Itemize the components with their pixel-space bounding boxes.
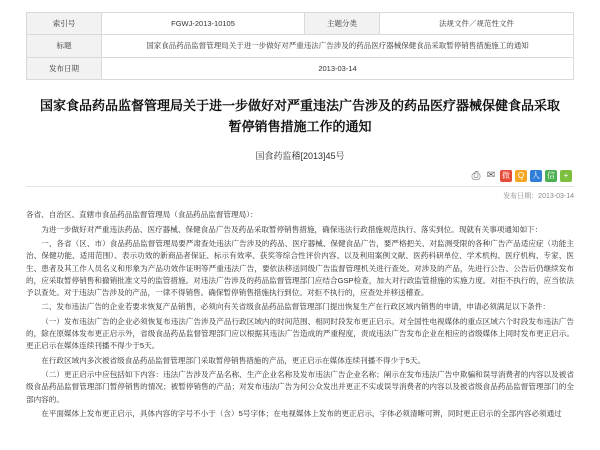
print-icon[interactable]: ⎙ <box>471 169 481 182</box>
share-more-icon[interactable]: + <box>560 170 572 182</box>
table-row <box>27 35 574 57</box>
mail-icon[interactable]: ✉ <box>486 170 496 182</box>
body-paragraph: 在平面媒体上发布更正启示，具体内容的字号不小于（含）5号字体；在电视媒体上发布的更正启示，字体必须清晰可辨，同时更正启示的全部内容必须通过 <box>41 408 562 418</box>
body-paragraph: （一）发布违法广告的企业必须恢复布违法广告涉及产品行政区域内的时间范围、相同时段发布更正启示。对全国性电视媒体的重点区域六个时段发布违法广告的，除在原媒体发布更正启示外，省级食品药品监督管理部门应以根据其违法广告造成的严重程度，责成违法广告发布企业在相应的省级媒体上同时发布更正启示。更正启示在媒体连续刊播不得少于5天。 <box>26 316 574 351</box>
title-block <box>26 96 574 163</box>
share-qzone-icon[interactable]: Q <box>515 170 527 182</box>
meta-value-category: 法规文件／规范性文件 <box>380 13 574 35</box>
table-row <box>27 57 574 79</box>
share-renren-icon[interactable]: 人 <box>532 171 540 181</box>
table-row <box>27 13 574 35</box>
body-paragraph: 二、发布违法广告的企业若要求恢复产品销售，必须向有关省级食品药品监督管理部门提出恢复生产在行政区域内销售的申请，申请必须满足以下条件： <box>41 302 550 312</box>
meta-value-index: FGWJ-2013-10105 <box>102 13 305 35</box>
body-paragraph: 各省、自治区、直辖市食品药品监督管理局（食品药品监督管理局）： <box>26 210 258 220</box>
share-wechat-icon[interactable]: 信 <box>547 171 555 181</box>
document-body <box>26 209 574 420</box>
body-paragraph: 为进一步做好对严重违法药品、医疗器械、保健食品广告及药品采取暂停销售措施，确保违法行政措施规范执行、落实到位。现就有关事项通知如下： <box>41 224 543 234</box>
share-toolbar[interactable] <box>26 170 574 182</box>
share-weibo-icon[interactable]: 微 <box>502 171 510 181</box>
meta-label-index: 索引号 <box>27 13 102 35</box>
meta-label-title: 标题 <box>27 35 102 57</box>
metadata-table <box>26 12 574 80</box>
meta-label-date: 发布日期 <box>27 57 102 79</box>
meta-value-title: 国家食品药品监督管理局关于进一步做好对严重违法广告涉及的药品医疗器械保健食品采取暂停销售措施施工的通知 <box>102 35 574 57</box>
body-paragraph: （二）更正启示中应包括如下内容：违法广告涉及产品名称、生产企业名称及发布违法广告企业名称；阐示在发布违法广告中欺骗和误导消费者的内容以及被省级食品药品监督管理部门暂停销售的情况；被暂停销售的产品；对发布违法广告为何公众发出并更正不实或误导消费者的内容以及被省级食品药品监督管理部门的全部内容的。 <box>26 369 574 404</box>
meta-value-date: 2013-03-14 <box>102 57 574 79</box>
meta-label-category: 主题分类 <box>305 13 380 35</box>
body-paragraph: 一、各省（区、市）食品药品监督管理局要严肃查处违法广告涉及的药品、医疗器械、保健食品广告，要严格把关、对监测受限的各种广告产品适应症（功能主治、保健功能、适用范围）、表示功效的新商品者保证、标示有效率、获奖等综合性评价内容、以及利用案例文献、医药科研单位、学术机构、医疗机构、专家、医生、患者及其工作人员名义和形象为产品功效作证明等严重违法广告，要依法移送同级广告监督管理机关进行查处。对涉及的产品，先进行公告、公告后仍继续发布的，应采取暂停销售和撤销批准文号的监管措施。对违法广告涉及的药品监督管理部门应结合GSP检查，加大对行政监管措施的实施力度。对拒不执行的，应当依法予以查处。对于违法广告涉及的产品，一律不得销售。确保暂停销售措施执行到位。对拒不执行的，应查处并移送稽查。 <box>26 238 574 298</box>
publish-date: 发布日期：2013-03-14 <box>26 186 574 201</box>
document-number: 国食药监稽[2013]45号 <box>255 151 345 162</box>
page-title: 国家食品药品监督管理局关于进一步做好对严重违法广告涉及的药品医疗器械保健食品采取暂停销售措施工作的通知 <box>39 97 560 134</box>
body-paragraph: 在行政区域内多次被省级食品药品监督管理部门采取暂停销售措施的产品，更正启示在媒体连续刊播不得少于5天。 <box>41 355 426 365</box>
